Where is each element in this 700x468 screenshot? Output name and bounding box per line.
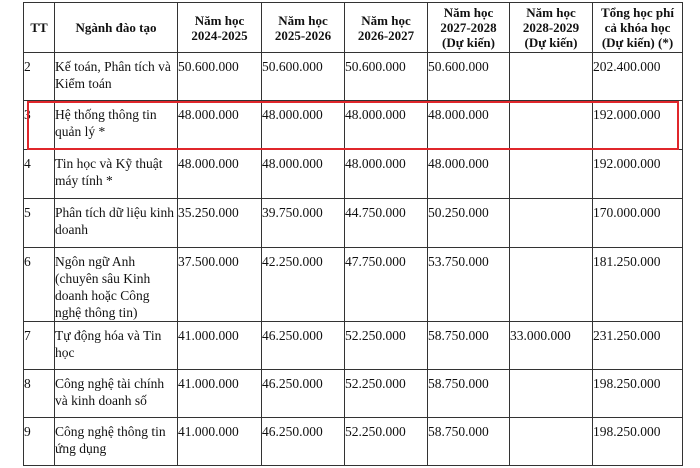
table-row bbox=[24, 248, 683, 322]
header-label: TT bbox=[30, 20, 48, 35]
header-label: Năm học 2025-2026 bbox=[274, 12, 332, 43]
table-row bbox=[24, 150, 683, 199]
cell-year-2: 46.250.000 bbox=[262, 322, 345, 370]
cell-year-1: 50.600.000 bbox=[178, 53, 262, 101]
cell-year-5 bbox=[510, 248, 593, 322]
cell-tt: 4 bbox=[24, 150, 55, 199]
cell-year-3: 52.250.000 bbox=[345, 322, 428, 370]
cell-major: Công nghệ thông tin ứng dụng bbox=[55, 418, 178, 466]
header-major bbox=[55, 3, 178, 53]
header-year-2024 bbox=[178, 3, 262, 53]
header-label: Năm học 2024-2025 bbox=[191, 12, 248, 43]
cell-total: 181.250.000 bbox=[593, 248, 683, 322]
table-row bbox=[24, 322, 683, 370]
cell-major: Kế toán, Phân tích và Kiểm toán bbox=[55, 53, 178, 101]
cell-year-2: 39.750.000 bbox=[262, 199, 345, 248]
cell-total: 192.000.000 bbox=[593, 150, 683, 199]
header-label: Năm học 2026-2027 bbox=[357, 12, 415, 43]
cell-tt: 9 bbox=[24, 418, 55, 466]
cell-year-3: 44.750.000 bbox=[345, 199, 428, 248]
cell-year-3: 52.250.000 bbox=[345, 370, 428, 418]
header-total bbox=[593, 3, 683, 53]
cell-year-4: 58.750.000 bbox=[428, 370, 510, 418]
cell-total: 198.250.000 bbox=[593, 418, 683, 466]
table-row bbox=[24, 101, 683, 150]
cell-year-2: 46.250.000 bbox=[262, 370, 345, 418]
table-row bbox=[24, 370, 683, 418]
header-year-2026 bbox=[345, 3, 428, 53]
cell-year-2: 50.600.000 bbox=[262, 53, 345, 101]
cell-year-5 bbox=[510, 199, 593, 248]
header-year-2025 bbox=[262, 3, 345, 53]
header-label: Năm học 2028-2029 (Dự kiến) bbox=[522, 5, 580, 50]
cell-total: 170.000.000 bbox=[593, 199, 683, 248]
cell-tt: 3 bbox=[24, 101, 55, 150]
cell-year-2: 48.000.000 bbox=[262, 101, 345, 150]
cell-total: 202.400.000 bbox=[593, 53, 683, 101]
cell-tt: 5 bbox=[24, 199, 55, 248]
fee-table-container bbox=[23, 2, 683, 466]
table-row bbox=[24, 199, 683, 248]
cell-year-1: 41.000.000 bbox=[178, 418, 262, 466]
cell-year-5 bbox=[510, 418, 593, 466]
cell-major: Tin học và Kỹ thuật máy tính * bbox=[55, 150, 178, 199]
cell-year-1: 41.000.000 bbox=[178, 370, 262, 418]
cell-year-5 bbox=[510, 150, 593, 199]
cell-year-2: 48.000.000 bbox=[262, 150, 345, 199]
cell-major: Công nghệ tài chính và kinh doanh số bbox=[55, 370, 178, 418]
cell-major: Hệ thống thông tin quản lý * bbox=[55, 101, 178, 150]
cell-year-5 bbox=[510, 101, 593, 150]
cell-year-5 bbox=[510, 370, 593, 418]
cell-year-3: 47.750.000 bbox=[345, 248, 428, 322]
header-label: Tổng học phí cả khóa học (Dự kiến) (*) bbox=[601, 5, 674, 50]
header-year-2027 bbox=[428, 3, 510, 53]
cell-year-4: 58.750.000 bbox=[428, 418, 510, 466]
header-year-2028 bbox=[510, 3, 593, 53]
table-row bbox=[24, 53, 683, 101]
cell-tt: 7 bbox=[24, 322, 55, 370]
cell-year-3: 52.250.000 bbox=[345, 418, 428, 466]
cell-year-5 bbox=[510, 53, 593, 101]
cell-year-1: 41.000.000 bbox=[178, 322, 262, 370]
cell-year-1: 37.500.000 bbox=[178, 248, 262, 322]
cell-year-3: 48.000.000 bbox=[345, 150, 428, 199]
header-label: Ngành đào tạo bbox=[75, 20, 157, 35]
cell-tt: 2 bbox=[24, 53, 55, 101]
cell-year-4: 58.750.000 bbox=[428, 322, 510, 370]
cell-year-4: 50.250.000 bbox=[428, 199, 510, 248]
cell-year-2: 42.250.000 bbox=[262, 248, 345, 322]
cell-year-4: 50.600.000 bbox=[428, 53, 510, 101]
cell-year-4: 53.750.000 bbox=[428, 248, 510, 322]
cell-major: Phân tích dữ liệu kinh doanh bbox=[55, 199, 178, 248]
cell-year-3: 50.600.000 bbox=[345, 53, 428, 101]
cell-year-1: 35.250.000 bbox=[178, 199, 262, 248]
cell-tt: 6 bbox=[24, 248, 55, 322]
cell-total: 231.250.000 bbox=[593, 322, 683, 370]
cell-year-1: 48.000.000 bbox=[178, 150, 262, 199]
table-row bbox=[24, 418, 683, 466]
cell-major: Tự động hóa và Tin học bbox=[55, 322, 178, 370]
cell-year-3: 48.000.000 bbox=[345, 101, 428, 150]
cell-year-4: 48.000.000 bbox=[428, 101, 510, 150]
table-header-row bbox=[24, 3, 683, 53]
cell-year-2: 46.250.000 bbox=[262, 418, 345, 466]
cell-year-5: 33.000.000 bbox=[510, 322, 593, 370]
cell-total: 198.250.000 bbox=[593, 370, 683, 418]
tuition-fee-table bbox=[23, 2, 683, 466]
cell-year-1: 48.000.000 bbox=[178, 101, 262, 150]
cell-major: Ngôn ngữ Anh (chuyên sâu Kinh doanh hoặc Công nghệ thông tin) bbox=[55, 248, 178, 322]
header-tt bbox=[24, 3, 55, 53]
header-label: Năm học 2027-2028 (Dự kiến) bbox=[440, 5, 497, 50]
cell-total: 192.000.000 bbox=[593, 101, 683, 150]
cell-year-4: 48.000.000 bbox=[428, 150, 510, 199]
cell-tt: 8 bbox=[24, 370, 55, 418]
